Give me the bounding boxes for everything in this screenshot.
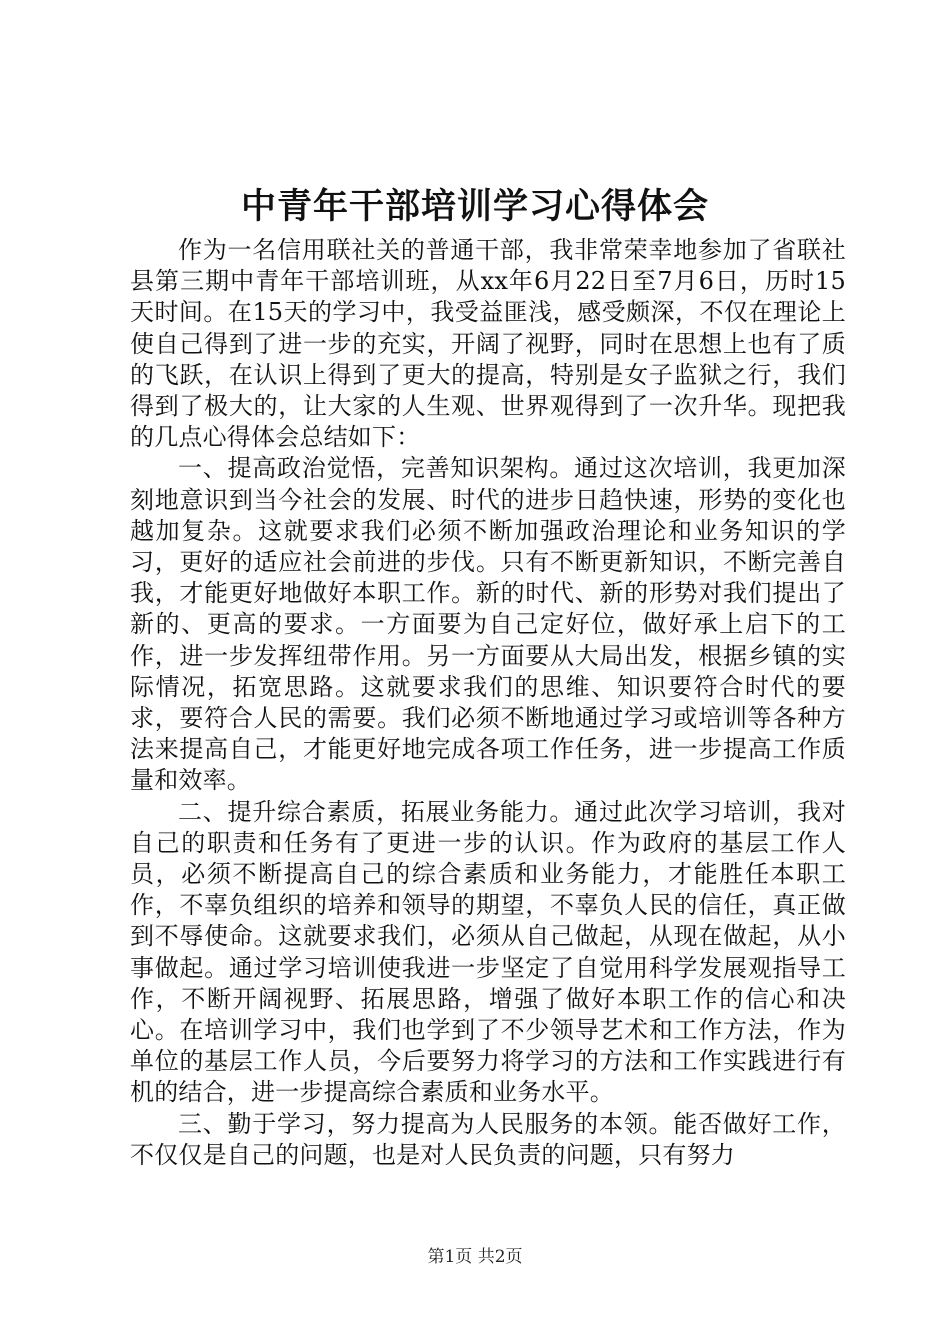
document-body — [130, 235, 846, 1171]
document-title: 中青年干部培训学习心得体会 — [240, 186, 709, 227]
intro-paragraph: 作为一名信用联社关的普通干部，我非常荣幸地参加了省联社县第三期中青年干部培训班，从xx年6月22日至7月6日，历时15天时间。在15天的学习中，我受益匪浅，感受颇深，不仅在理论上使自己得到了进一步的充实，开阔了视野，同时在思想上也有了质的飞跃，在认识上得到了更大的提高，特别是女子监狱之行，我们得到了极大的，让大家的人生观、世界观得到了一次升华。现把我的几点心得体会总结如下： — [130, 236, 846, 452]
section-one-paragraph: 一、提高政治觉悟，完善知识架构。通过这次培训，我更加深刻地意识到当今社会的发展、时代的进步日趋快速，形势的变化也越加复杂。这就要求我们必须不断加强政治理论和业务知识的学习，更好的适应社会前进的步伐。只有不断更新知识，不断完善自我，才能更好地做好本职工作。新的时代、新的形势对我们提出了新的、更高的要求。一方面要为自己定好位，做好承上启下的工作，进一步发挥纽带作用。另一方面要从大局出发，根据乡镇的实际情况，拓宽思路。这就要求我们的思维、知识要符合时代的要求，要符合人民的需要。我们必须不断地通过学习或培训等各种方法来提高自己，才能更好地完成各项工作任务，进一步提高工作质量和效率。 — [130, 454, 846, 795]
section-two-paragraph: 二、提升综合素质，拓展业务能力。通过此次学习培训，我对自己的职责和任务有了更进一步的认识。作为政府的基层工作人员，必须不断提高自己的综合素质和业务能力，才能胜任本职工作，不辜负组织的培养和领导的期望，不辜负人民的信任，真正做到不辱使命。这就要求我们，必须从自己做起，从现在做起，从小事做起。通过学习培训使我进一步坚定了自觉用科学发展观指导工作，不断开阔视野、拓展思路，增强了做好本职工作的信心和决心。在培训学习中，我们也学到了不少领导艺术和工作方法，作为单位的基层工作人员，今后要努力将学习的方法和工作实践进行有机的结合，进一步提高综合素质和业务水平。 — [130, 797, 846, 1107]
page-number-footer: 第1页 共2页 — [427, 1247, 523, 1267]
section-three-paragraph: 三、勤于学习，努力提高为人民服务的本领。能否做好工作，不仅仅是自己的问题，也是对人民负责的问题，只有努力 — [130, 1109, 846, 1169]
